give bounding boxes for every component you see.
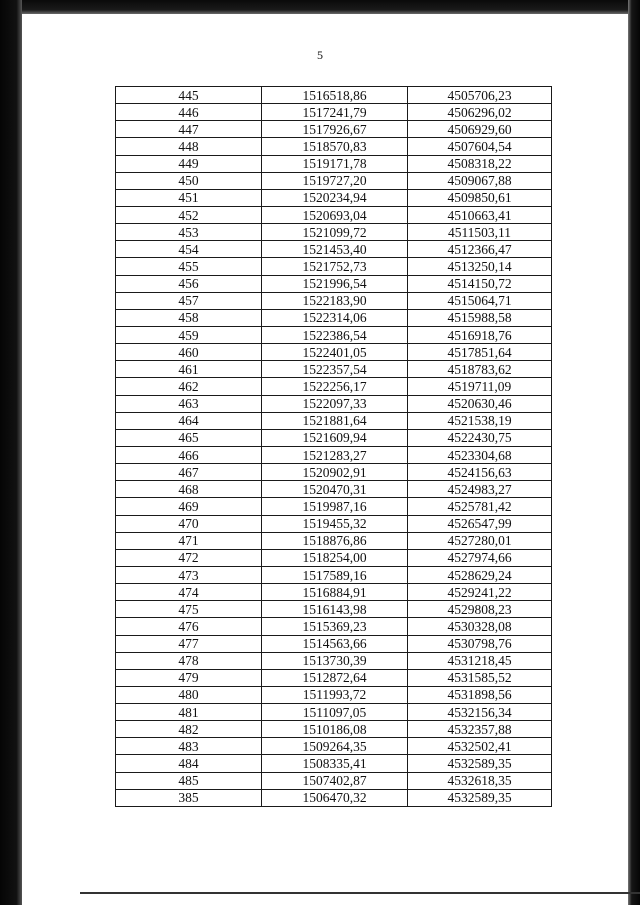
y-coordinate-cell: 4510663,41	[408, 206, 552, 223]
table-row	[116, 292, 552, 309]
y-coordinate-cell: 4513250,14	[408, 258, 552, 275]
table-row	[116, 738, 552, 755]
table-row	[116, 721, 552, 738]
table-row	[116, 704, 552, 721]
point-number-cell: 470	[116, 515, 262, 532]
table-row	[116, 618, 552, 635]
point-number-cell: 453	[116, 224, 262, 241]
table-row	[116, 515, 552, 532]
y-coordinate-cell: 4505706,23	[408, 87, 552, 104]
x-coordinate-cell: 1516884,91	[262, 584, 408, 601]
point-number-cell: 484	[116, 755, 262, 772]
y-coordinate-cell: 4515064,71	[408, 292, 552, 309]
x-coordinate-cell: 1519727,20	[262, 172, 408, 189]
table-row	[116, 772, 552, 789]
table-row	[116, 138, 552, 155]
table-row	[116, 498, 552, 515]
x-coordinate-cell: 1513730,39	[262, 652, 408, 669]
y-coordinate-cell: 4528629,24	[408, 566, 552, 583]
table-row	[116, 412, 552, 429]
x-coordinate-cell: 1519171,78	[262, 155, 408, 172]
point-number-cell: 475	[116, 601, 262, 618]
y-coordinate-cell: 4508318,22	[408, 155, 552, 172]
table-row	[116, 258, 552, 275]
y-coordinate-cell: 4532156,34	[408, 704, 552, 721]
x-coordinate-cell: 1519987,16	[262, 498, 408, 515]
x-coordinate-cell: 1521996,54	[262, 275, 408, 292]
point-number-cell: 452	[116, 206, 262, 223]
scan-edge-right	[628, 0, 640, 905]
point-number-cell: 458	[116, 309, 262, 326]
y-coordinate-cell: 4516918,76	[408, 326, 552, 343]
point-number-cell: 466	[116, 446, 262, 463]
y-coordinate-cell: 4509850,61	[408, 189, 552, 206]
point-number-cell: 454	[116, 241, 262, 258]
y-coordinate-cell: 4527280,01	[408, 532, 552, 549]
x-coordinate-cell: 1519455,32	[262, 515, 408, 532]
point-number-cell: 448	[116, 138, 262, 155]
y-coordinate-cell: 4532589,35	[408, 755, 552, 772]
y-coordinate-cell: 4520630,46	[408, 395, 552, 412]
x-coordinate-cell: 1518570,83	[262, 138, 408, 155]
table-row	[116, 566, 552, 583]
table-row	[116, 532, 552, 549]
y-coordinate-cell: 4522430,75	[408, 429, 552, 446]
y-coordinate-cell: 4532618,35	[408, 772, 552, 789]
x-coordinate-cell: 1522097,33	[262, 395, 408, 412]
x-coordinate-cell: 1521453,40	[262, 241, 408, 258]
point-number-cell: 456	[116, 275, 262, 292]
scan-edge-top	[0, 0, 640, 14]
x-coordinate-cell: 1509264,35	[262, 738, 408, 755]
table-row	[116, 789, 552, 806]
x-coordinate-cell: 1520693,04	[262, 206, 408, 223]
point-number-cell: 479	[116, 669, 262, 686]
y-coordinate-cell: 4529808,23	[408, 601, 552, 618]
point-number-cell: 460	[116, 344, 262, 361]
x-coordinate-cell: 1512872,64	[262, 669, 408, 686]
table-row	[116, 121, 552, 138]
point-number-cell: 467	[116, 464, 262, 481]
point-number-cell: 451	[116, 189, 262, 206]
y-coordinate-cell: 4523304,68	[408, 446, 552, 463]
x-coordinate-cell: 1521881,64	[262, 412, 408, 429]
point-number-cell: 481	[116, 704, 262, 721]
point-number-cell: 478	[116, 652, 262, 669]
table-row	[116, 395, 552, 412]
x-coordinate-cell: 1517926,67	[262, 121, 408, 138]
table-row	[116, 635, 552, 652]
point-number-cell: 465	[116, 429, 262, 446]
x-coordinate-cell: 1521752,73	[262, 258, 408, 275]
y-coordinate-cell: 4506929,60	[408, 121, 552, 138]
point-number-cell: 464	[116, 412, 262, 429]
point-number-cell: 473	[116, 566, 262, 583]
page-number: 5	[317, 48, 323, 62]
table-row	[116, 686, 552, 703]
x-coordinate-cell: 1522386,54	[262, 326, 408, 343]
y-coordinate-cell: 4532357,88	[408, 721, 552, 738]
x-coordinate-cell: 1522314,06	[262, 309, 408, 326]
point-number-cell: 457	[116, 292, 262, 309]
y-coordinate-cell: 4512366,47	[408, 241, 552, 258]
point-number-cell: 455	[116, 258, 262, 275]
y-coordinate-cell: 4529241,22	[408, 584, 552, 601]
point-number-cell: 469	[116, 498, 262, 515]
x-coordinate-cell: 1522183,90	[262, 292, 408, 309]
table-row	[116, 601, 552, 618]
y-coordinate-cell: 4525781,42	[408, 498, 552, 515]
y-coordinate-cell: 4530798,76	[408, 635, 552, 652]
x-coordinate-cell: 1521283,27	[262, 446, 408, 463]
point-number-cell: 483	[116, 738, 262, 755]
y-coordinate-cell: 4530328,08	[408, 618, 552, 635]
y-coordinate-cell: 4526547,99	[408, 515, 552, 532]
x-coordinate-cell: 1510186,08	[262, 721, 408, 738]
point-number-cell: 468	[116, 481, 262, 498]
table-row	[116, 378, 552, 395]
table-row	[116, 652, 552, 669]
point-number-cell: 445	[116, 87, 262, 104]
y-coordinate-cell: 4514150,72	[408, 275, 552, 292]
x-coordinate-cell: 1516143,98	[262, 601, 408, 618]
table-row	[116, 241, 552, 258]
x-coordinate-cell: 1511993,72	[262, 686, 408, 703]
y-coordinate-cell: 4531898,56	[408, 686, 552, 703]
x-coordinate-cell: 1518876,86	[262, 532, 408, 549]
point-number-cell: 485	[116, 772, 262, 789]
table-row	[116, 464, 552, 481]
x-coordinate-cell: 1514563,66	[262, 635, 408, 652]
y-coordinate-cell: 4531585,52	[408, 669, 552, 686]
point-number-cell: 476	[116, 618, 262, 635]
coordinates-table	[115, 86, 552, 807]
point-number-cell: 459	[116, 326, 262, 343]
x-coordinate-cell: 1520234,94	[262, 189, 408, 206]
x-coordinate-cell: 1521099,72	[262, 224, 408, 241]
point-number-cell: 461	[116, 361, 262, 378]
table-row	[116, 669, 552, 686]
y-coordinate-cell: 4524983,27	[408, 481, 552, 498]
table-row	[116, 446, 552, 463]
x-coordinate-cell: 1517241,79	[262, 104, 408, 121]
x-coordinate-cell: 1520902,91	[262, 464, 408, 481]
point-number-cell: 447	[116, 121, 262, 138]
table-row	[116, 206, 552, 223]
x-coordinate-cell: 1507402,87	[262, 772, 408, 789]
y-coordinate-cell: 4509067,88	[408, 172, 552, 189]
table-row	[116, 361, 552, 378]
table-row	[116, 309, 552, 326]
table-row	[116, 275, 552, 292]
point-number-cell: 385	[116, 789, 262, 806]
y-coordinate-cell: 4524156,63	[408, 464, 552, 481]
x-coordinate-cell: 1506470,32	[262, 789, 408, 806]
x-coordinate-cell: 1518254,00	[262, 549, 408, 566]
y-coordinate-cell: 4507604,54	[408, 138, 552, 155]
table-row	[116, 87, 552, 104]
x-coordinate-cell: 1522357,54	[262, 361, 408, 378]
table-row	[116, 104, 552, 121]
y-coordinate-cell: 4532502,41	[408, 738, 552, 755]
y-coordinate-cell: 4518783,62	[408, 361, 552, 378]
table-row	[116, 481, 552, 498]
x-coordinate-cell: 1515369,23	[262, 618, 408, 635]
table-row	[116, 344, 552, 361]
coordinates-table-body	[116, 87, 552, 807]
y-coordinate-cell: 4511503,11	[408, 224, 552, 241]
x-coordinate-cell: 1516518,86	[262, 87, 408, 104]
point-number-cell: 450	[116, 172, 262, 189]
scan-edge-bottom	[80, 892, 640, 894]
x-coordinate-cell: 1521609,94	[262, 429, 408, 446]
x-coordinate-cell: 1517589,16	[262, 566, 408, 583]
table-row	[116, 172, 552, 189]
point-number-cell: 472	[116, 549, 262, 566]
scan-edge-left	[0, 0, 22, 905]
x-coordinate-cell: 1511097,05	[262, 704, 408, 721]
point-number-cell: 446	[116, 104, 262, 121]
table-row	[116, 584, 552, 601]
table-row	[116, 755, 552, 772]
x-coordinate-cell: 1522256,17	[262, 378, 408, 395]
point-number-cell: 480	[116, 686, 262, 703]
point-number-cell: 462	[116, 378, 262, 395]
table-row	[116, 224, 552, 241]
point-number-cell: 474	[116, 584, 262, 601]
table-row	[116, 326, 552, 343]
x-coordinate-cell: 1508335,41	[262, 755, 408, 772]
x-coordinate-cell: 1522401,05	[262, 344, 408, 361]
y-coordinate-cell: 4506296,02	[408, 104, 552, 121]
x-coordinate-cell: 1520470,31	[262, 481, 408, 498]
table-row	[116, 155, 552, 172]
y-coordinate-cell: 4517851,64	[408, 344, 552, 361]
y-coordinate-cell: 4519711,09	[408, 378, 552, 395]
y-coordinate-cell: 4515988,58	[408, 309, 552, 326]
table-row	[116, 429, 552, 446]
point-number-cell: 449	[116, 155, 262, 172]
y-coordinate-cell: 4521538,19	[408, 412, 552, 429]
table-row	[116, 549, 552, 566]
y-coordinate-cell: 4532589,35	[408, 789, 552, 806]
point-number-cell: 477	[116, 635, 262, 652]
point-number-cell: 482	[116, 721, 262, 738]
point-number-cell: 463	[116, 395, 262, 412]
y-coordinate-cell: 4527974,66	[408, 549, 552, 566]
table-row	[116, 189, 552, 206]
point-number-cell: 471	[116, 532, 262, 549]
y-coordinate-cell: 4531218,45	[408, 652, 552, 669]
